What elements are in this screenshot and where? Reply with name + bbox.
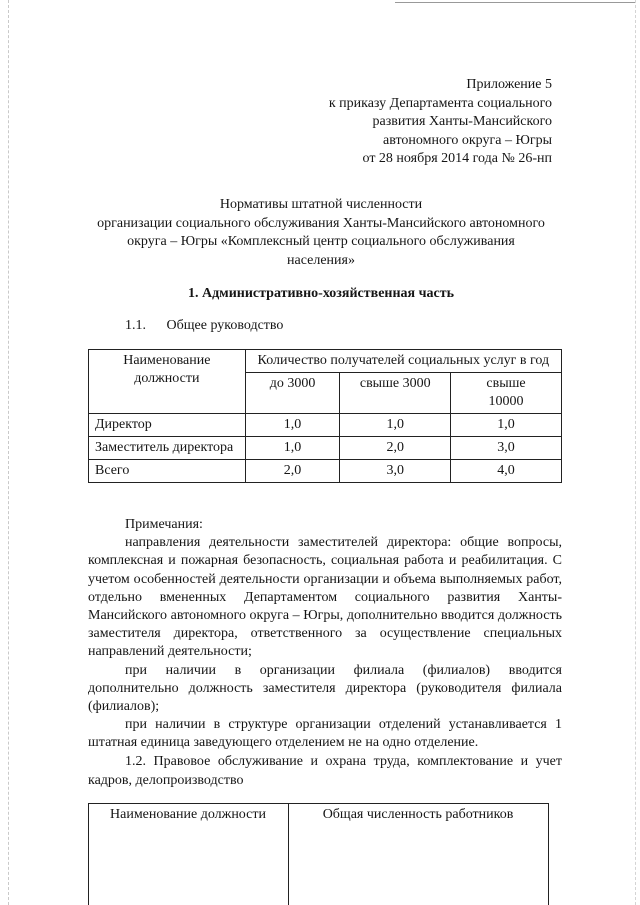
table-cell: 2,0 (245, 460, 340, 483)
title-line: организации социального обслуживания Ханты-Мансийского автономного (97, 215, 545, 231)
table-row (89, 414, 562, 437)
table-row (89, 437, 562, 460)
appendix-line: Приложение 5 (466, 77, 552, 92)
title-line: округа – Югры «Комплексный центр социального обслуживания (127, 234, 515, 249)
section-2-heading: 1.2. Правовое обслуживание и охрана труда, комплектование и учет кадров, делопроизводство (88, 754, 562, 788)
document-title (78, 196, 564, 270)
subheader-cell: свыше 10000 (451, 373, 562, 414)
scan-edge-top (395, 2, 635, 3)
staffing-table (88, 349, 562, 483)
appendix-line: автономного округа – Югры (383, 132, 552, 148)
appendix-line: развития Ханты-Мансийского (372, 114, 552, 129)
table-cell: 3,0 (340, 460, 451, 483)
quantity-header: Количество получателей социальных услуг в год (245, 350, 561, 373)
subheader-cell: свыше 3000 (340, 373, 451, 414)
scan-edge-left (8, 0, 9, 905)
title-line: Нормативы штатной численности (219, 197, 423, 212)
appendix-block (290, 76, 552, 169)
table2-col2-header: Общая численность работников (322, 807, 514, 822)
notes-heading: Примечания: (125, 517, 203, 532)
table-cell: 1,0 (245, 437, 340, 460)
position-header: Наименование должности (89, 350, 246, 414)
row-label: Всего (89, 460, 246, 483)
table-cell: 1,0 (245, 414, 340, 437)
table-row (89, 460, 562, 483)
subsection-title-row (125, 318, 283, 334)
subsection-title: Общее руководство (166, 318, 284, 333)
title-line: населения» (287, 252, 355, 268)
table-cell: 3,0 (451, 437, 562, 460)
table2-col1-header: Наименование должности (110, 807, 266, 822)
table-header-row (89, 350, 562, 373)
table-cell: 1,0 (451, 414, 562, 437)
subheader-cell: до 3000 (245, 373, 340, 414)
row-label: Заместитель директора (89, 437, 246, 460)
notes-paragraph: при наличии в организации филиала (филиалов) вводится дополнительно должность заместителя директора (руководителя филиала (филиалов); (88, 662, 562, 715)
table2-top-border (88, 803, 548, 804)
scan-edge-right (635, 0, 636, 905)
section-heading: 1. Административно-хозяйственная часть (187, 286, 455, 301)
notes-paragraph: при наличии в структуре организации отделений устанавливается 1 штатная единица заведующего отделением не на одно отделение. (88, 717, 562, 751)
table-cell: 1,0 (340, 414, 451, 437)
table-cell: 2,0 (340, 437, 451, 460)
table-cell: 4,0 (451, 460, 562, 483)
subsection-number: 1.1. (125, 318, 146, 333)
row-label: Директор (89, 414, 246, 437)
notes-paragraph: направления деятельности заместителей директора: общие вопросы, комплексная и пожарная безопасность, социальная работа и реабилитация. С учетом особенностей деятельности организации и объема выполняемых работ, отдельно вмененных Департаментом социального развития Ханты-Мансийского автономного округа – Югры, дополнительно вводится должность заместителя директора, ответственного за осуществление специальных направлений деятельности; (88, 535, 562, 660)
table2-right-border (548, 803, 549, 905)
notes-block (88, 516, 562, 753)
appendix-line: от 28 ноября 2014 года № 26-нп (362, 151, 552, 166)
appendix-line: к приказу Департамента социального (328, 95, 552, 111)
